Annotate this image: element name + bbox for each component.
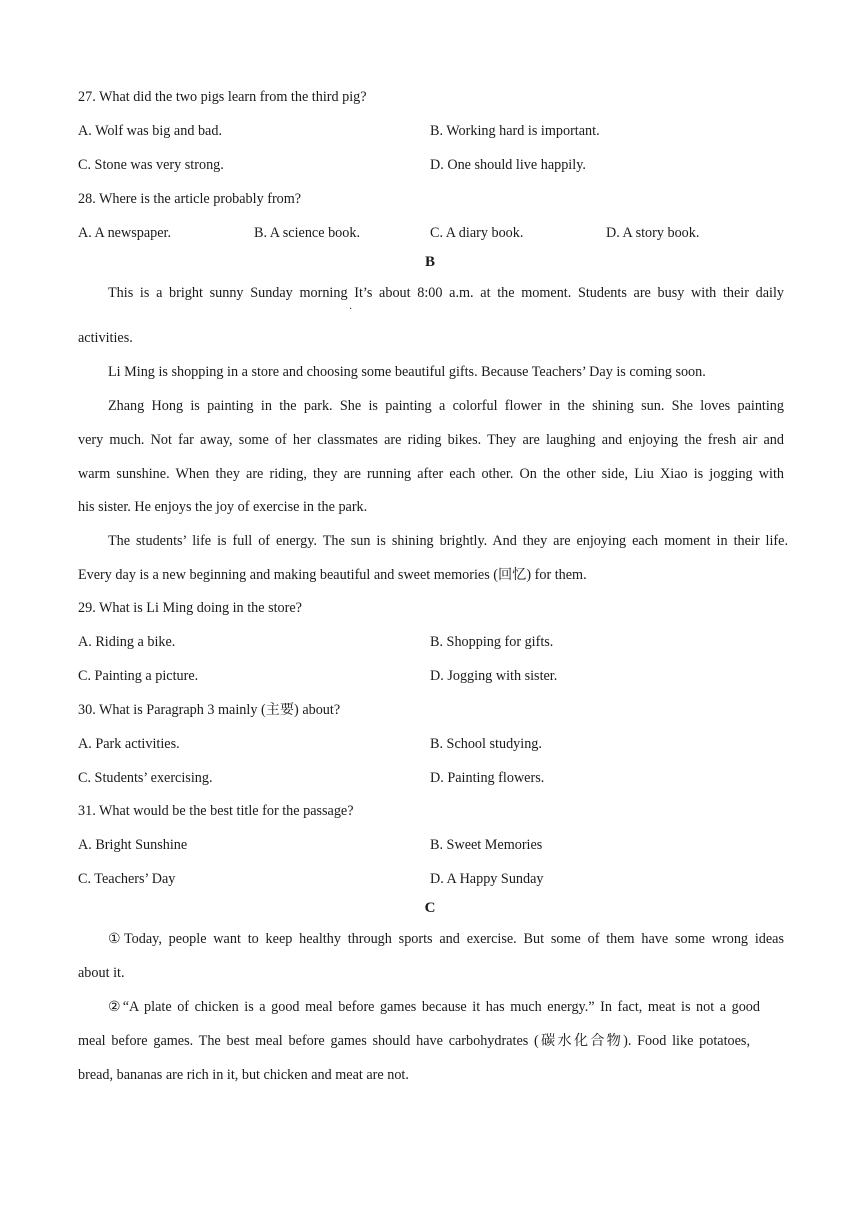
option-30-d: D. Painting flowers. xyxy=(430,770,545,786)
section-c-paragraph-1-line: about it. xyxy=(78,965,125,981)
section-b-paragraph-3-line: warm sunshine. When they are riding, they are running after each other. On the other side, Liu Xiao is jogging with xyxy=(78,466,784,482)
question-27: 27. What did the two pigs learn from the third pig? xyxy=(78,89,367,105)
section-b-paragraph-4-line: The students’ life is full of energy. The sun is shining brightly. And they are enjoying each moment in their life. xyxy=(108,533,788,549)
option-31-d: D. A Happy Sunday xyxy=(430,871,544,887)
option-30-a: A. Park activities. xyxy=(78,736,180,752)
option-28-d: D. A story book. xyxy=(606,225,700,241)
section-b-heading: B xyxy=(424,254,435,270)
option-28-b: B. A science book. xyxy=(254,225,360,241)
option-27-a: A. Wolf was big and bad. xyxy=(78,123,222,139)
option-29-d: D. Jogging with sister. xyxy=(430,668,558,684)
option-29-c: C. Painting a picture. xyxy=(78,668,199,684)
section-c-paragraph-2-line: ②“A plate of chicken is a good meal before games because it has much energy.” In fact, meat is not a good xyxy=(108,999,760,1015)
option-27-b: B. Working hard is important. xyxy=(430,123,600,139)
section-b-paragraph-3-line: very much. Not far away, some of her classmates are riding bikes. They are laughing and enjoying the fresh air and xyxy=(78,432,784,448)
section-b-paragraph-4-line: Every day is a new beginning and making beautiful and sweet memories (回忆) for them. xyxy=(78,567,587,583)
question-31: 31. What would be the best title for the passage? xyxy=(78,803,354,819)
option-31-c: C. Teachers’ Day xyxy=(78,871,176,887)
option-30-c: C. Students’ exercising. xyxy=(78,770,213,786)
option-30-b: B. School studying. xyxy=(430,736,542,752)
section-b-paragraph-1-line-1: This is a bright sunny Sunday morning It’s about 8:00 a.m. at the moment. Students are busy with their daily xyxy=(108,285,784,301)
option-27-d: D. One should live happily. xyxy=(430,157,586,173)
question-28: 28. Where is the article probably from? xyxy=(78,191,302,207)
section-c-paragraph-2-line: meal before games. The best meal before games should have carbohydrates (碳水化合物). Food like potatoes, xyxy=(78,1033,750,1049)
option-28-c: C. A diary book. xyxy=(430,225,524,241)
section-b-paragraph-3-line: Zhang Hong is painting in the park. She is painting a colorful flower in the shining sun. She loves painting xyxy=(108,398,784,414)
section-b-paragraph-3-line: his sister. He enjoys the joy of exercise in the park. xyxy=(78,499,368,515)
option-27-c: C. Stone was very strong. xyxy=(78,157,224,173)
punctuation-dot: · xyxy=(349,304,353,315)
section-c-heading: C xyxy=(424,900,436,916)
section-b-paragraph-2: Li Ming is shopping in a store and choosing some beautiful gifts. Because Teachers’ Day is coming soon. xyxy=(108,364,706,380)
option-31-b: B. Sweet Memories xyxy=(430,837,543,853)
section-c-paragraph-2-line: bread, bananas are rich in it, but chicken and meat are not. xyxy=(78,1067,409,1083)
section-b-paragraph-1-line-2: activities. xyxy=(78,330,133,346)
option-31-a: A. Bright Sunshine xyxy=(78,837,188,853)
section-c-paragraph-1-line: ①Today, people want to keep healthy through sports and exercise. But some of them have some wrong ideas xyxy=(108,931,784,947)
option-28-a: A. A newspaper. xyxy=(78,225,171,241)
option-29-b: B. Shopping for gifts. xyxy=(430,634,554,650)
question-30: 30. What is Paragraph 3 mainly (主要) about? xyxy=(78,702,341,718)
option-29-a: A. Riding a bike. xyxy=(78,634,176,650)
question-29: 29. What is Li Ming doing in the store? xyxy=(78,600,302,616)
